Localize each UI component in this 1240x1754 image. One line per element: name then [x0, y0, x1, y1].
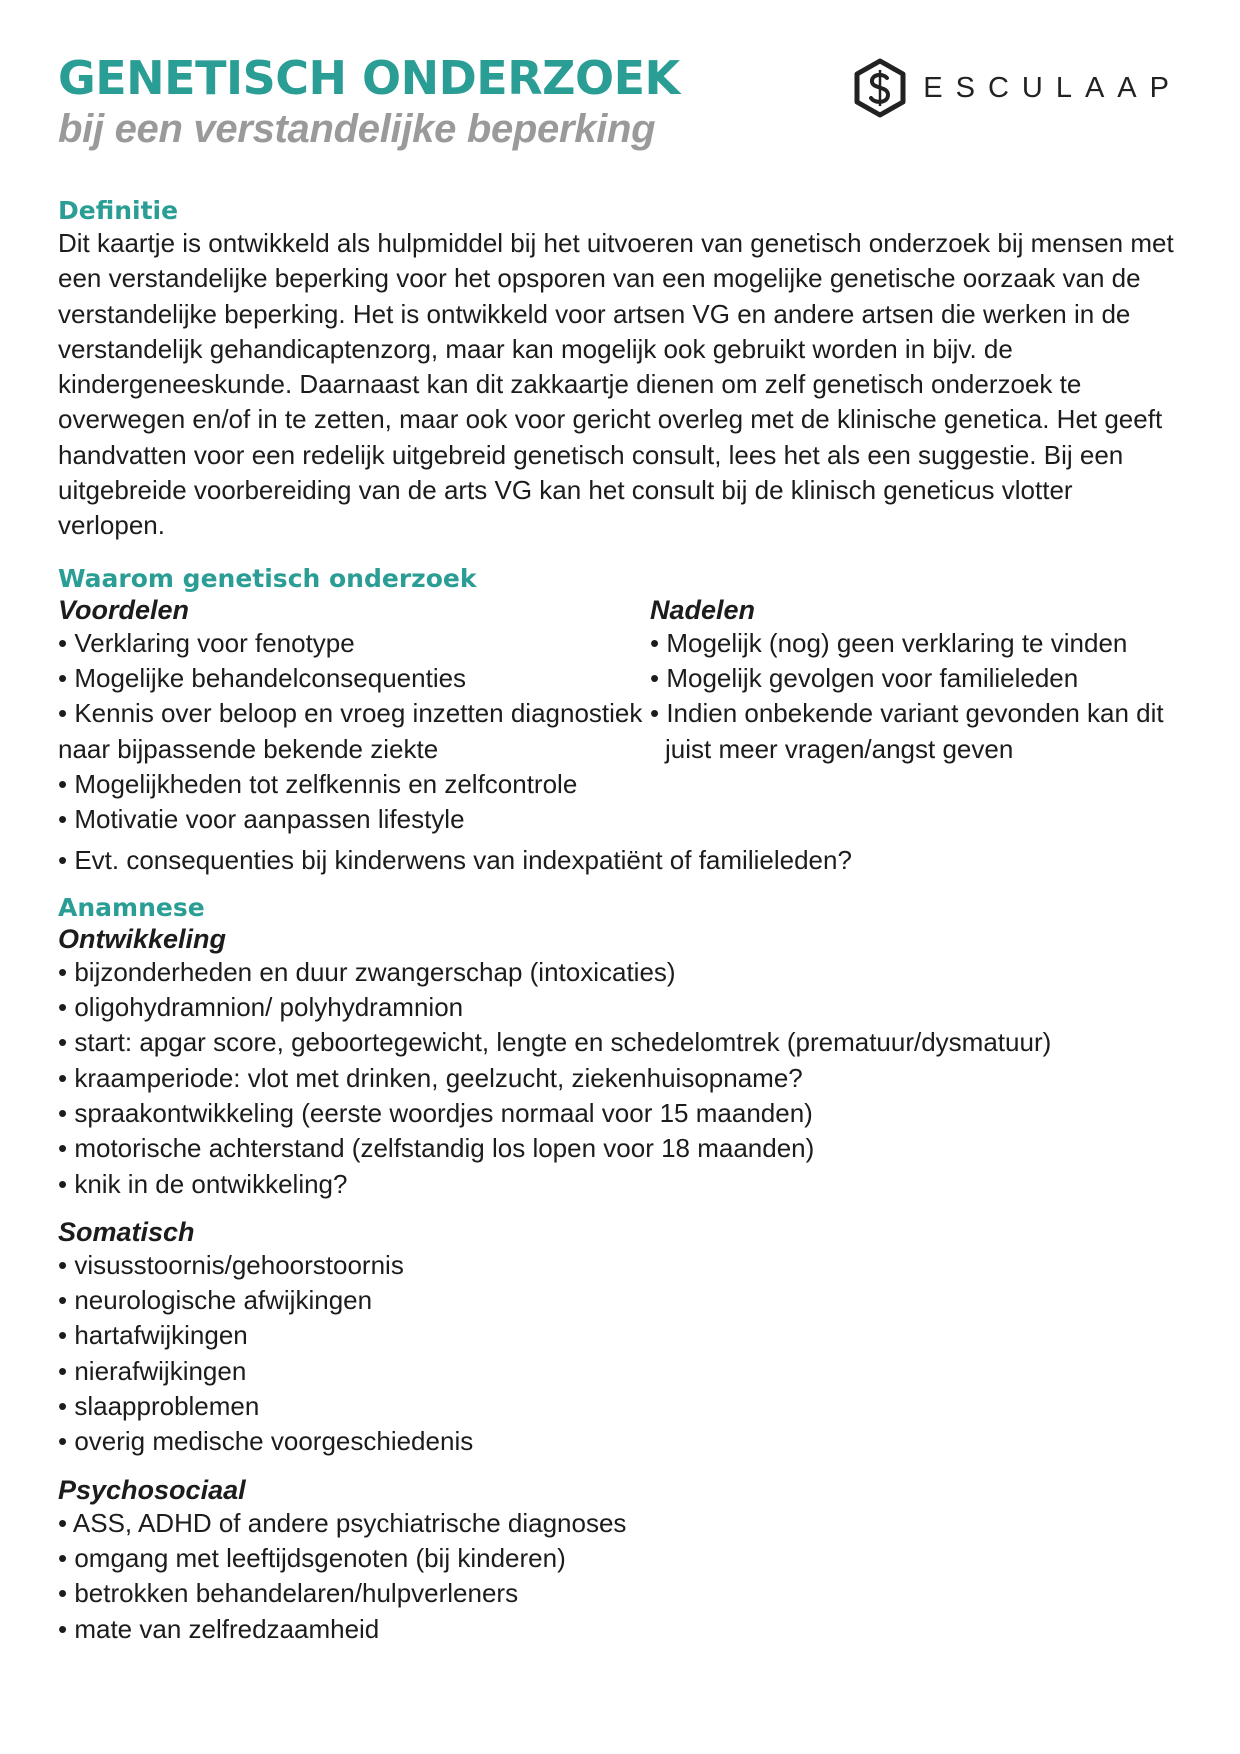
list-item: • Motivatie voor aanpassen lifestyle — [58, 802, 650, 837]
list-item: • hartafwijkingen — [58, 1318, 1183, 1353]
waarom-heading: Waarom genetisch onderzoek — [58, 563, 477, 593]
psychosociaal-heading: Psychosociaal — [58, 1474, 246, 1505]
list-item: • nierafwijkingen — [58, 1354, 1183, 1389]
voordelen-column — [58, 594, 650, 838]
list-item: • slaapproblemen — [58, 1389, 1183, 1424]
list-item: • Mogelijke behandelconsequenties — [58, 661, 650, 696]
list-item: • Mogelijkheden tot zelfkennis en zelfcontrole — [58, 767, 650, 802]
list-item: • motorische achterstand (zelfstandig los lopen voor 18 maanden) — [58, 1131, 1183, 1166]
definitie-heading: Definitie — [58, 196, 179, 225]
anamnese-heading: Anamnese — [58, 892, 205, 922]
ontwikkeling-heading: Ontwikkeling — [58, 923, 227, 954]
list-item: • visusstoornis/gehoorstoornis — [58, 1248, 1183, 1283]
list-item: • start: apgar score, geboortegewicht, lengte en schedelomtrek (prematuur/dysmatuur) — [58, 1025, 1183, 1060]
ontwikkeling-list — [58, 955, 1183, 1202]
page-title: GENETISCH ONDERZOEK — [58, 51, 680, 105]
list-item: • overig medische voorgeschiedenis — [58, 1424, 1183, 1459]
list-item: • Indien onbekende variant gevonden kan dit juist meer vragen/angst geven — [650, 696, 1183, 767]
list-item: • betrokken behandelaren/hulpverleners — [58, 1576, 1183, 1611]
voordelen-list — [58, 626, 650, 838]
nadelen-list — [650, 626, 1183, 767]
list-item: • ASS, ADHD of andere psychiatrische diagnoses — [58, 1506, 1183, 1541]
list-item: • omgang met leeftijdsgenoten (bij kinderen) — [58, 1541, 1183, 1576]
list-item: • Mogelijk (nog) geen verklaring te vinden — [650, 626, 1183, 661]
page-subtitle: bij een verstandelijke beperking — [58, 107, 656, 151]
list-item: • bijzonderheden en duur zwangerschap (intoxicaties) — [58, 955, 1183, 990]
list-item: • knik in de ontwikkeling? — [58, 1167, 1183, 1202]
list-item: • Mogelijk gevolgen voor familieleden — [650, 661, 1183, 696]
list-item: • oligohydramnion/ polyhydramnion — [58, 990, 1183, 1025]
list-item: • kraamperiode: vlot met drinken, geelzucht, ziekenhuisopname? — [58, 1061, 1183, 1096]
list-item: • Evt. consequenties bij kinderwens van indexpatiënt of familieleden? — [58, 843, 1183, 878]
nadelen-column — [650, 594, 1183, 838]
nadelen-heading: Nadelen — [650, 594, 756, 625]
definitie-text: Dit kaartje is ontwikkeld als hulpmiddel bij het uitvoeren van genetisch onderzoek bij mensen met een verstandelijke beperking voor het opsporen van een mogelijke genetische oorzaak van de verstandelijke beperking. Het is ontwikkeld voor artsen VG en andere artsen die werken in de verstandelijk gehandicaptenzorg, maar kan mogelijk ook gebruikt worden in bijv. de kindergeneeskunde. Daarnaast kan dit zakkaartje dienen om zelf genetisch onderzoek te overwegen en/of in te zetten, maar ook voor gericht overleg met de klinische genetica. Het geeft handvatten voor een redelijk uitgebreid genetisch consult, lees het als een suggestie. Bij een uitgebreide voorbereiding van de arts VG kan het consult bij de klinisch geneticus vlotter verlopen. — [58, 228, 1174, 541]
list-item: • Verklaring voor fenotype — [58, 626, 650, 661]
logo-text: ESCULAAP — [923, 71, 1182, 104]
waarom-extra-list — [58, 843, 1183, 878]
somatisch-heading: Somatisch — [58, 1216, 195, 1247]
psychosociaal-list — [58, 1506, 1183, 1647]
list-item: • mate van zelfredzaamheid — [58, 1612, 1183, 1647]
list-item: • spraakontwikkeling (eerste woordjes normaal voor 15 maanden) — [58, 1096, 1183, 1131]
voordelen-heading: Voordelen — [58, 594, 190, 625]
list-item: • neurologische afwijkingen — [58, 1283, 1183, 1318]
list-item: • Kennis over beloop en vroeg inzetten diagnostiek naar bijpassende bekende ziekte — [58, 696, 650, 767]
somatisch-list — [58, 1248, 1183, 1460]
page — [58, 50, 1183, 1647]
voordelen-nadelen-columns — [58, 594, 1183, 838]
